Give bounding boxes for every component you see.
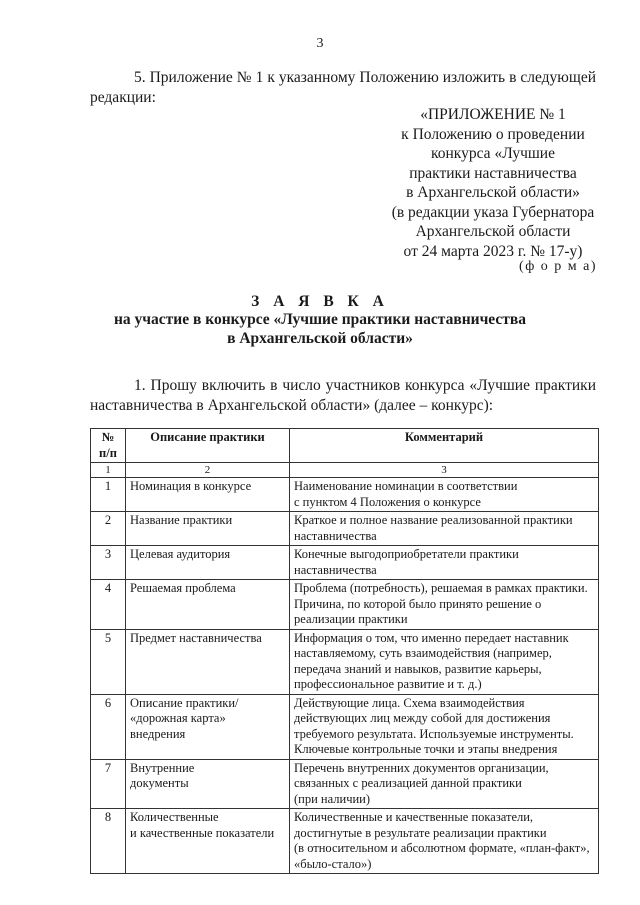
table-row — [91, 759, 599, 809]
header-comment: Комментарий — [290, 429, 599, 463]
appendix-line: «ПРИЛОЖЕНИЕ № 1 — [420, 106, 566, 123]
table-row — [91, 629, 599, 694]
row-description: Описание практики/ «дорожная карта» внедрения — [126, 694, 290, 759]
row-comment: Перечень внутренних документов организации, связанных с реализацией данной практики (при наличии) — [290, 759, 599, 809]
column-number: 1 — [91, 463, 126, 478]
appendix-line: к Положению о проведении — [401, 125, 585, 143]
row-comment: Действующие лица. Схема взаимодействия действующих лиц между собой для достижения требуемого результата. Используемые инструменты. Ключевые контрольные точки и этапы внедрения — [290, 694, 599, 759]
row-number: 6 — [91, 694, 126, 759]
appendix-heading-block — [360, 105, 626, 261]
row-description: Номинация в конкурсе — [126, 478, 290, 512]
table-header-row — [91, 429, 599, 463]
column-number: 3 — [290, 463, 599, 478]
row-number: 2 — [91, 512, 126, 546]
row-number: 3 — [91, 546, 126, 580]
table-row — [91, 580, 599, 630]
document-subtitle-line-2: в Архангельской области» — [227, 330, 413, 347]
row-number: 4 — [91, 580, 126, 630]
appendix-line: от 24 марта 2023 г. № 17-у) — [403, 242, 583, 260]
row-description: Целевая аудитория — [126, 546, 290, 580]
row-number: 5 — [91, 629, 126, 694]
application-table — [90, 428, 599, 874]
appendix-line: (в редакции указа Губернатора — [391, 203, 595, 221]
appendix-line: в Архангельской области» — [406, 184, 580, 201]
row-description: Решаемая проблема — [126, 580, 290, 630]
column-number-row — [91, 463, 599, 478]
appendix-line: практики наставничества — [409, 164, 577, 182]
document-subtitle-line-1: на участие в конкурсе «Лучшие практики наставничества — [114, 311, 526, 328]
page-number: 3 — [316, 36, 324, 51]
header-description: Описание практики — [126, 429, 290, 463]
appendix-line: Архангельской области — [415, 223, 571, 240]
table-row — [91, 694, 599, 759]
row-number: 1 — [91, 478, 126, 512]
paragraph-1: 1. Прошу включить в число участников конкурса «Лучшие практики наставничества в Архангельской области» (далее – конкурс): — [90, 377, 596, 414]
row-number: 8 — [91, 809, 126, 874]
row-description: Предмет наставничества — [126, 629, 290, 694]
table-row — [91, 809, 599, 874]
appendix-line: конкурса «Лучшие — [431, 145, 555, 162]
row-description: Количественные и качественные показатели — [126, 809, 290, 874]
row-comment: Количественные и качественные показатели, достигнутые в результате реализации практики (в относительном и абсолютном формате, «план-факт», «было-стало») — [290, 809, 599, 874]
table-row — [91, 546, 599, 580]
row-number: 7 — [91, 759, 126, 809]
row-comment: Наименование номинации в соответствии с пунктом 4 Положения о конкурсе — [290, 478, 599, 512]
document-title: З А Я В К А — [251, 293, 389, 310]
header-number: № п/п — [91, 429, 126, 463]
table-row — [91, 478, 599, 512]
form-label: (ф о р м а) — [519, 259, 597, 274]
column-number: 2 — [126, 463, 290, 478]
row-comment: Проблема (потребность), решаемая в рамках практики. Причина, по которой было принято решение о реализации практики — [290, 580, 599, 630]
row-comment: Краткое и полное название реализованной практики наставничества — [290, 512, 599, 546]
table-row — [91, 512, 599, 546]
paragraph-5: 5. Приложение № 1 к указанному Положению изложить в следующей редакции: — [90, 69, 596, 106]
row-comment: Информация о том, что именно передает наставник наставляемому, суть взаимодействия (например, передача знаний и навыков, развитие карьеры, профессиональное развитие и т. д.) — [290, 629, 599, 694]
row-description: Название практики — [126, 512, 290, 546]
row-description: Внутренние документы — [126, 759, 290, 809]
row-comment: Конечные выгодоприобретатели практики наставничества — [290, 546, 599, 580]
